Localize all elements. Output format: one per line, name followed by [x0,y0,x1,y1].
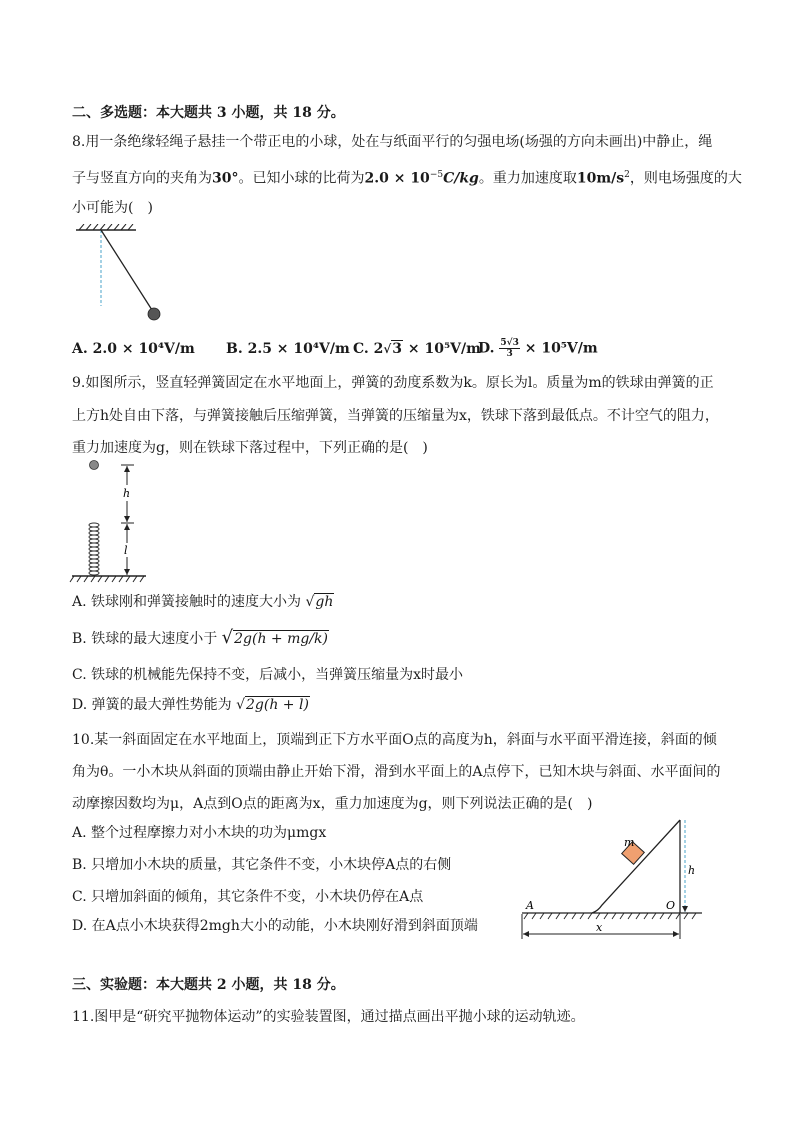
h-arrow-head-up [124,466,130,472]
l-label: l [124,544,128,557]
q8-c-radical: √ [383,342,392,356]
q9-b-radical: √ [221,627,234,648]
q10-option-b: B. 只增加小木块的质量，其它条件不变，小木块停A点的右侧 [72,857,452,873]
q8-d-denominator: 3 [506,349,513,359]
q10-option-c: C. 只增加斜面的倾角，其它条件不变，小木块仍停在A点 [72,889,424,905]
q8-d-fraction [499,338,519,359]
q9-option-a [72,593,334,611]
q10-option-a: A. 整个过程摩擦力对小木块的功为μmgx [72,825,327,841]
q8-line2-part: 。已知小球的比荷为 [238,170,365,187]
q9-text-line1: 9.如图所示，竖直轻弹簧固定在水平地面上，弹簧的劲度系数为k。原长为l。质量为m的铁球由弹簧的正 [72,375,714,391]
iron-ball [90,461,99,470]
q8-c-prefix: C. 2 [353,341,384,357]
q8-gravity: 10m/s [576,170,625,187]
height-arrow-head [682,906,688,912]
charged-ball [148,308,160,320]
q9-text-line2: 上方h处自由下落，与弹簧接触后压缩弹簧，当弹簧的压缩量为x，铁球下落到最低点。不计空气的阻力， [72,408,719,424]
q8-c-radicand: 3 [392,341,403,357]
spring-coils [89,523,99,575]
q9-d-radicand: 2g(h + l) [246,697,309,713]
l-arrow-head-up [124,524,130,530]
q8-line2-part: 子与竖直方向的夹角为 [72,170,212,187]
q8-pendulum-figure [70,224,170,324]
q8-d-numerator: 5√3 [500,338,519,348]
q8-d-suffix: × 10⁵V/m [519,340,598,357]
x-arrow-left [523,931,529,937]
q8-gravity-exp: 2 [624,170,630,180]
q9-a-radicand: gh [315,594,334,610]
ground-hatch [70,576,144,582]
q9-option-d [72,696,310,714]
q8-c-suffix: × 10⁵V/m [403,341,481,357]
q9-text-line3: 重力加速度为g，则在铁球下落过程中，下列正确的是( ) [72,440,428,456]
q8-text-line2 [72,166,742,188]
point-a-label: A [526,899,534,912]
q8-d-prefix: D. [478,340,495,357]
q8-option-d [478,338,598,359]
q8-text-line3: 小可能为( ) [72,200,153,216]
q8-option-c [353,340,481,358]
q10-text-line1: 10.某一斜面固定在水平地面上，顶端到正下方水平面O点的高度为h，斜面与水平面平滑连接，斜面的倾 [72,732,717,748]
string-line [101,230,152,310]
section-experiment-header: 三、实验题：本大题共 2 小题，共 18 分。 [72,977,345,993]
q8-unit: C/kg [443,170,479,187]
l-arrow-head-down [124,569,130,575]
q8-option-b: B. 2.5 × 10⁴V/m [226,341,350,357]
q9-d-text: D. 弹簧的最大弹性势能为 [72,697,237,713]
q9-option-b [72,629,329,648]
q9-option-c: C. 铁球的机械能先保持不变，后减小，当弹簧压缩量为x时最小 [72,667,464,683]
q8-angle: 30° [212,170,239,187]
q10-text-line2: 角为θ。一小木块从斜面的顶端由静止开始下滑，滑到水平面上的A点停下，已知木块与斜面、水平面间的 [72,764,721,780]
q9-b-radicand: 2g(h + mg/k) [234,631,329,647]
q9-a-text: A. 铁球刚和弹簧接触时的速度大小为 [72,594,306,610]
block-mass-label: m [624,836,635,849]
x-label: x [596,921,603,934]
q9-spring-figure [68,455,153,587]
q8-line2-part: 。重力加速度取 [478,170,577,187]
q8-charge-ratio: 2.0 × 10 [364,170,430,187]
q8-line2-part: ，则电场强度的大 [629,170,742,187]
h-arrow-head-down [124,516,130,522]
height-label: h [688,864,696,877]
ground-hatch [524,913,696,919]
q11-text-line1: 11.图甲是“研究平抛物体运动”的实验装置图，通过描点画出平抛小球的运动轨迹。 [72,1009,585,1025]
h-label: h [123,487,131,500]
section-multi-choice-header: 二、多选题：本大题共 3 小题，共 18 分。 [72,105,345,121]
q10-incline-figure [518,812,710,944]
point-o-label: O [666,899,676,912]
q9-a-radical: √ [305,594,315,610]
ceiling-hatch [79,224,133,230]
q8-text-line1: 8.用一条绝缘轻绳子悬挂一个带正电的小球，处在与纸面平行的匀强电场(场强的方向未画出)中静止，绳 [72,134,713,150]
q9-d-radical: √ [236,697,245,713]
q10-text-line3: 动摩擦因数均为μ，A点到O点的距离为x，重力加速度为g，则下列说法正确的是( ) [72,796,593,812]
q8-exponent: −5 [429,170,444,180]
x-arrow-right [673,931,679,937]
q10-option-d: D. 在A点小木块获得2mgh大小的动能，小木块刚好滑到斜面顶端 [72,918,478,934]
q9-b-text: B. 铁球的最大速度小于 [72,631,222,647]
q8-option-a: A. 2.0 × 10⁴V/m [72,341,195,357]
